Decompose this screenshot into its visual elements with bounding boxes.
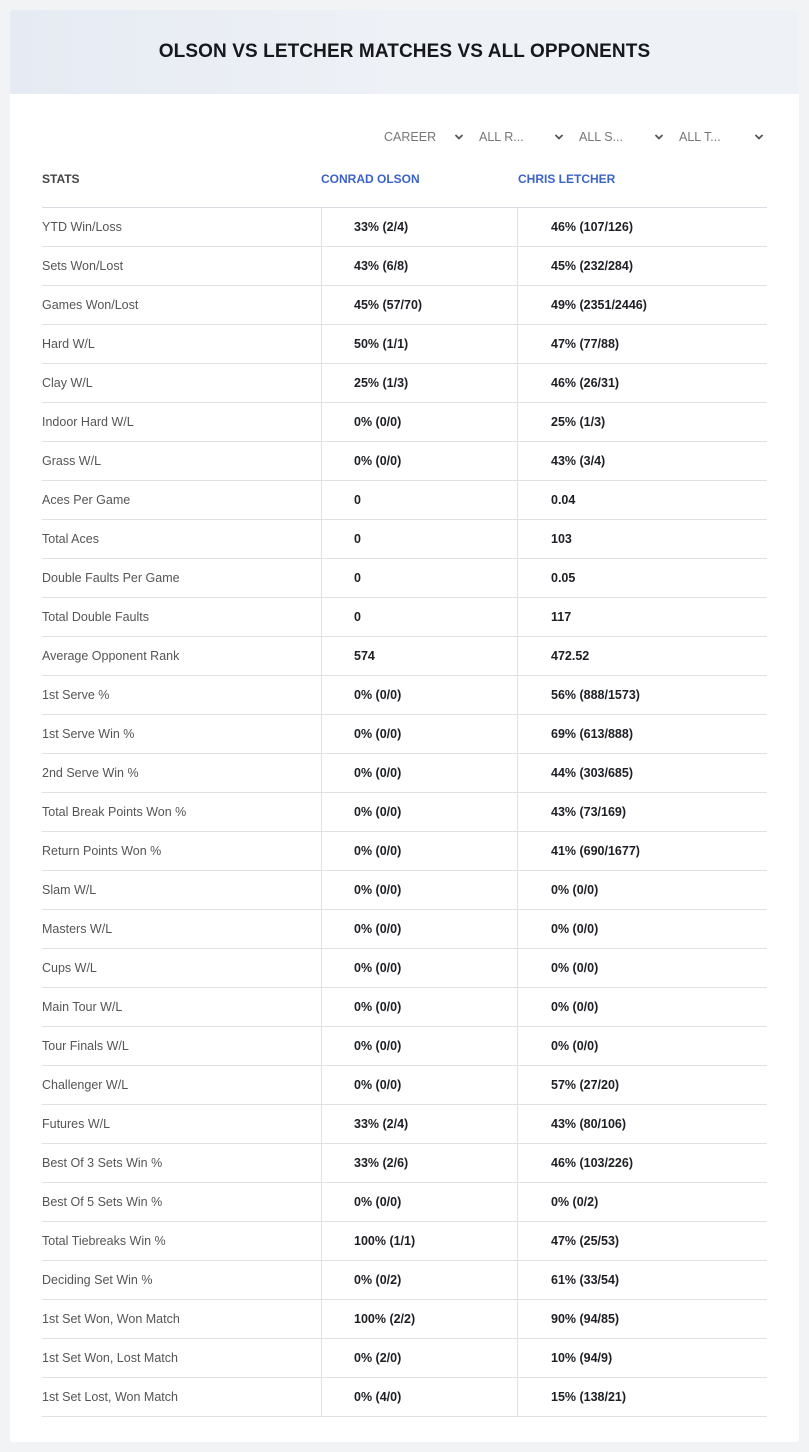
player2-value: 0.04	[517, 481, 767, 519]
tournament-select[interactable]	[679, 128, 764, 146]
stat-label: Hard W/L	[42, 337, 95, 351]
player1-value: 0% (0/0)	[321, 442, 517, 480]
table-row	[42, 715, 767, 754]
table-row	[42, 1222, 767, 1261]
player1-value: 45% (57/70)	[321, 286, 517, 324]
table-row	[42, 520, 767, 559]
player2-value: 41% (690/1677)	[517, 832, 767, 870]
stat-label: Cups W/L	[42, 961, 97, 975]
table-row	[42, 325, 767, 364]
player1-value: 0% (0/0)	[321, 793, 517, 831]
player1-value: 33% (2/6)	[321, 1144, 517, 1182]
table-row	[42, 793, 767, 832]
table-row	[42, 1144, 767, 1183]
surface-select[interactable]	[579, 128, 664, 146]
player1-value: 25% (1/3)	[321, 364, 517, 402]
stat-label: 1st Serve Win %	[42, 727, 135, 741]
table-row	[42, 754, 767, 793]
stat-label: 1st Set Lost, Won Match	[42, 1390, 178, 1404]
player1-value: 0% (0/0)	[321, 676, 517, 714]
player1-value: 0% (2/0)	[321, 1339, 517, 1377]
player1-value: 0% (0/0)	[321, 403, 517, 441]
player2-value: 45% (232/284)	[517, 247, 767, 285]
player2-value: 103	[517, 520, 767, 558]
stat-label: 1st Serve %	[42, 688, 110, 702]
column-header-player1[interactable]: CONRAD OLSON	[321, 172, 420, 186]
player2-value: 61% (33/54)	[517, 1261, 767, 1299]
stat-label: Return Points Won %	[42, 844, 162, 858]
player1-value: 0% (0/2)	[321, 1261, 517, 1299]
player1-value: 0% (4/0)	[321, 1378, 517, 1416]
stat-label: Challenger W/L	[42, 1078, 129, 1092]
player2-value: 90% (94/85)	[517, 1300, 767, 1338]
player1-value: 0% (0/0)	[321, 988, 517, 1026]
player1-value: 0	[321, 598, 517, 636]
player2-value: 43% (80/106)	[517, 1105, 767, 1143]
stat-label: Total Double Faults	[42, 610, 150, 624]
table-row	[42, 832, 767, 871]
table-row	[42, 559, 767, 598]
stat-label: Sets Won/Lost	[42, 259, 124, 273]
table-row	[42, 208, 767, 247]
stat-label: Best Of 3 Sets Win %	[42, 1156, 163, 1170]
player2-value: 43% (73/169)	[517, 793, 767, 831]
table-row	[42, 247, 767, 286]
chevron-down-icon	[654, 132, 664, 142]
player2-value: 15% (138/21)	[517, 1378, 767, 1416]
player1-value: 0% (0/0)	[321, 1183, 517, 1221]
player1-value: 43% (6/8)	[321, 247, 517, 285]
player1-value: 0% (0/0)	[321, 832, 517, 870]
stat-label: Total Aces	[42, 532, 99, 546]
stat-label: Double Faults Per Game	[42, 571, 180, 585]
stat-label: Main Tour W/L	[42, 1000, 123, 1014]
stats-table	[42, 165, 767, 1417]
stat-label: Games Won/Lost	[42, 298, 139, 312]
table-row	[42, 364, 767, 403]
table-row	[42, 1066, 767, 1105]
player2-value: 69% (613/888)	[517, 715, 767, 753]
player2-value: 0% (0/0)	[517, 910, 767, 948]
stat-label: 2nd Serve Win %	[42, 766, 139, 780]
table-row	[42, 910, 767, 949]
period-select[interactable]	[384, 128, 464, 146]
stat-label: Clay W/L	[42, 376, 93, 390]
player1-value: 0	[321, 520, 517, 558]
player2-value: 47% (77/88)	[517, 325, 767, 363]
player1-value: 0% (0/0)	[321, 715, 517, 753]
table-body	[42, 208, 767, 1417]
table-row	[42, 1339, 767, 1378]
player1-value: 0% (0/0)	[321, 910, 517, 948]
chevron-down-icon	[754, 132, 764, 142]
stat-label: Average Opponent Rank	[42, 649, 180, 663]
player2-value: 0% (0/2)	[517, 1183, 767, 1221]
stat-label: Total Tiebreaks Win %	[42, 1234, 166, 1248]
player2-value: 25% (1/3)	[517, 403, 767, 441]
table-row	[42, 988, 767, 1027]
player2-value: 57% (27/20)	[517, 1066, 767, 1104]
player2-value: 0% (0/0)	[517, 1027, 767, 1065]
surface-select-value: ALL S...	[579, 130, 624, 144]
stats-card	[10, 10, 799, 1442]
card-header	[10, 10, 799, 94]
player1-value: 0	[321, 559, 517, 597]
player2-value: 10% (94/9)	[517, 1339, 767, 1377]
stat-label: Aces Per Game	[42, 493, 131, 507]
table-row	[42, 1027, 767, 1066]
player2-value: 0.05	[517, 559, 767, 597]
chevron-down-icon	[554, 132, 564, 142]
filter-bar	[10, 128, 799, 146]
round-select-value: ALL R...	[479, 130, 524, 144]
page-title: OLSON VS LETCHER MATCHES VS ALL OPPONENTS	[158, 41, 651, 62]
period-select-value: CAREER	[384, 130, 437, 144]
player2-value: 46% (103/226)	[517, 1144, 767, 1182]
table-row	[42, 598, 767, 637]
tournament-select-value: ALL T...	[679, 130, 721, 144]
player1-value: 0% (0/0)	[321, 949, 517, 987]
round-select[interactable]	[479, 128, 564, 146]
stat-label: YTD Win/Loss	[42, 220, 122, 234]
table-row	[42, 949, 767, 988]
table-row	[42, 871, 767, 910]
table-row	[42, 1183, 767, 1222]
stat-label: Indoor Hard W/L	[42, 415, 134, 429]
player1-value: 0% (0/0)	[321, 1066, 517, 1104]
column-header-stats: STATS	[42, 172, 80, 186]
player1-value: 100% (1/1)	[321, 1222, 517, 1260]
column-header-player2[interactable]: CHRIS LETCHER	[518, 172, 616, 186]
player2-value: 0% (0/0)	[517, 949, 767, 987]
table-row	[42, 676, 767, 715]
stat-label: Deciding Set Win %	[42, 1273, 153, 1287]
table-row	[42, 481, 767, 520]
stat-label: Futures W/L	[42, 1117, 111, 1131]
player2-value: 46% (26/31)	[517, 364, 767, 402]
player1-value: 0% (0/0)	[321, 754, 517, 792]
table-row	[42, 1300, 767, 1339]
stat-label: 1st Set Won, Won Match	[42, 1312, 180, 1326]
table-row	[42, 1378, 767, 1417]
player2-value: 44% (303/685)	[517, 754, 767, 792]
chevron-down-icon	[454, 132, 464, 142]
table-row	[42, 1105, 767, 1144]
stat-label: Best Of 5 Sets Win %	[42, 1195, 163, 1209]
stat-label: Tour Finals W/L	[42, 1039, 129, 1053]
player2-value: 47% (25/53)	[517, 1222, 767, 1260]
table-row	[42, 637, 767, 676]
player2-value: 49% (2351/2446)	[517, 286, 767, 324]
player1-value: 0% (0/0)	[321, 1027, 517, 1065]
stat-label: Masters W/L	[42, 922, 113, 936]
stat-label: Slam W/L	[42, 883, 97, 897]
player2-value: 56% (888/1573)	[517, 676, 767, 714]
player2-value: 46% (107/126)	[517, 208, 767, 246]
stat-label: 1st Set Won, Lost Match	[42, 1351, 178, 1365]
stat-label: Grass W/L	[42, 454, 102, 468]
player2-value: 0% (0/0)	[517, 871, 767, 909]
player1-value: 50% (1/1)	[321, 325, 517, 363]
player1-value: 33% (2/4)	[321, 208, 517, 246]
table-row	[42, 403, 767, 442]
table-header	[42, 165, 767, 208]
player1-value: 0	[321, 481, 517, 519]
table-row	[42, 1261, 767, 1300]
player2-value: 472.52	[517, 637, 767, 675]
stat-label: Total Break Points Won %	[42, 805, 187, 819]
player2-value: 0% (0/0)	[517, 988, 767, 1026]
player1-value: 574	[321, 637, 517, 675]
player1-value: 100% (2/2)	[321, 1300, 517, 1338]
player2-value: 117	[517, 598, 767, 636]
player1-value: 33% (2/4)	[321, 1105, 517, 1143]
player1-value: 0% (0/0)	[321, 871, 517, 909]
player2-value: 43% (3/4)	[517, 442, 767, 480]
table-row	[42, 442, 767, 481]
table-row	[42, 286, 767, 325]
